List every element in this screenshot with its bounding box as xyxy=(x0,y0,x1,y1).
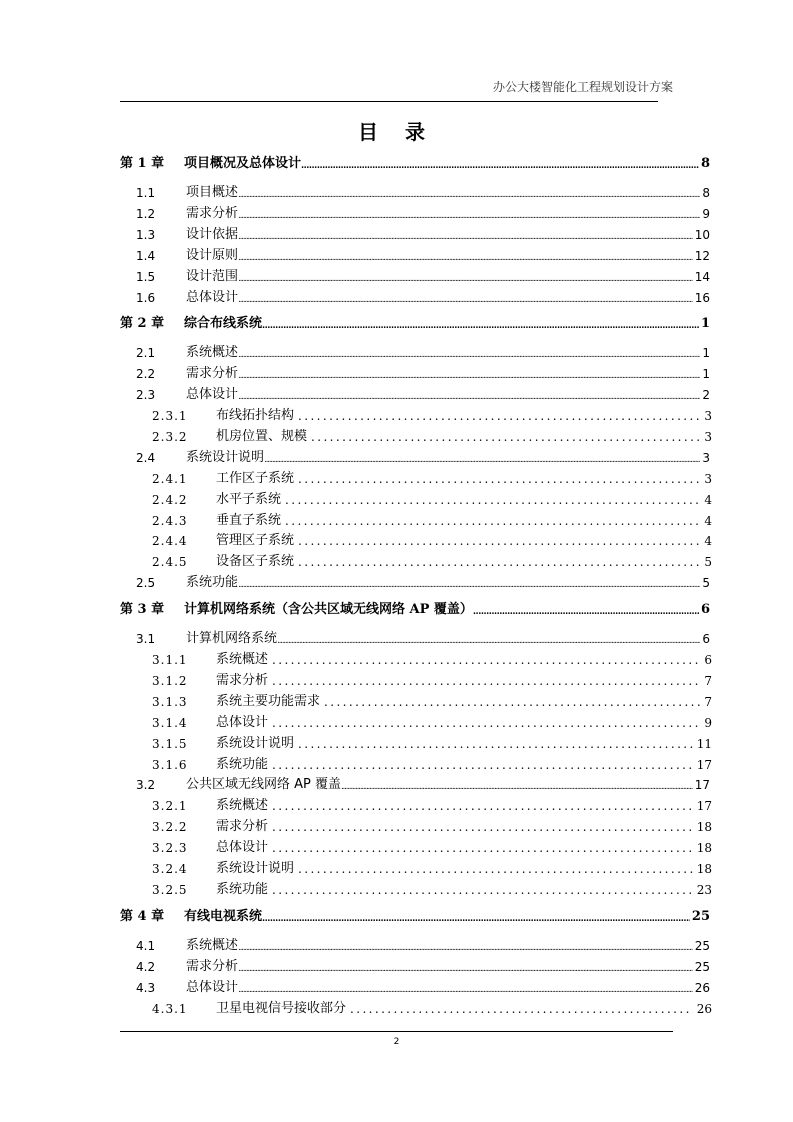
toc-entry-text: 系统概述 xyxy=(216,798,269,813)
toc-entry-page: 3 xyxy=(704,430,712,444)
toc-dot-leader xyxy=(341,782,693,792)
toc-chapter-entry[interactable] xyxy=(0,151,793,171)
toc-dot-leader xyxy=(473,607,699,617)
toc-entry-page: 11 xyxy=(696,737,712,751)
toc-dot-leader xyxy=(268,758,693,772)
toc-entry-text: 管理区子系统 xyxy=(216,533,295,548)
toc-dot-leader xyxy=(294,555,700,569)
toc-entry-number: 2.4.1 xyxy=(152,472,188,486)
toc-entry-text: 水平子系统 xyxy=(216,492,282,507)
toc-entry-page: 26 xyxy=(696,1002,712,1016)
toc-entry-text: 设备区子系统 xyxy=(216,554,295,569)
toc-section-entry[interactable] xyxy=(0,975,793,995)
toc-subsection-entry[interactable] xyxy=(0,487,793,507)
toc-entry-text: 需求分析 xyxy=(186,206,239,221)
toc-entry-text: 系统功能 xyxy=(216,882,269,897)
toc-entry-page: 3 xyxy=(704,472,712,486)
toc-entry-number: 3.2.1 xyxy=(152,799,188,813)
toc-entry-text: 总体设计 xyxy=(186,387,239,402)
header-divider xyxy=(120,101,658,102)
toc-entry-page: 25 xyxy=(691,909,710,924)
toc-entry-number: 2.4.3 xyxy=(152,514,188,528)
toc-entry-number: 2.4 xyxy=(136,451,156,465)
toc-entry-number: 3.2.4 xyxy=(152,862,188,876)
toc-entry-text: 系统设计说明 xyxy=(186,450,265,465)
toc-subsection-entry[interactable] xyxy=(0,856,793,876)
toc-entry-page: 17 xyxy=(696,758,712,772)
toc-dot-leader xyxy=(238,190,700,200)
toc-entry-text: 总体设计 xyxy=(186,290,239,305)
toc-entry-text: 卫星电视信号接收部分 xyxy=(216,1001,347,1016)
toc-entry-number: 1.5 xyxy=(136,270,156,284)
toc-entry-text: 设计原则 xyxy=(186,248,239,263)
toc-entry-page: 12 xyxy=(694,249,710,263)
toc-entry-number: 2.4.5 xyxy=(152,555,188,569)
toc-entry-page: 4 xyxy=(704,514,712,528)
toc-subsection-entry[interactable] xyxy=(0,710,793,730)
toc-section-entry[interactable] xyxy=(0,570,793,590)
toc-subsection-entry[interactable] xyxy=(0,549,793,569)
toc-entry-number: 3.1.6 xyxy=(152,758,188,772)
toc-entry-page: 9 xyxy=(704,716,712,730)
toc-entry-text: 系统设计说明 xyxy=(216,736,295,751)
toc-entry-text: 需求分析 xyxy=(186,366,239,381)
footer-divider xyxy=(120,1031,673,1032)
toc-subsection-entry[interactable] xyxy=(0,403,793,423)
toc-dot-leader xyxy=(238,371,700,381)
toc-entry-page: 18 xyxy=(696,820,712,834)
toc-subsection-entry[interactable] xyxy=(0,731,793,751)
toc-dot-leader xyxy=(277,636,700,646)
toc-section-entry[interactable] xyxy=(0,285,793,305)
toc-dot-leader xyxy=(238,253,693,263)
toc-entry-text: 系统设计说明 xyxy=(216,861,295,876)
toc-entry-page: 6 xyxy=(704,653,712,667)
toc-dot-leader xyxy=(262,321,699,331)
toc-entry-page: 7 xyxy=(704,674,712,688)
toc-entry-text: 有线电视系统 xyxy=(184,909,263,924)
toc-entry-page: 3 xyxy=(702,451,710,465)
toc-entry-page: 2 xyxy=(702,388,710,402)
toc-dot-leader xyxy=(238,580,700,590)
toc-subsection-entry[interactable] xyxy=(0,752,793,772)
toc-section-entry[interactable] xyxy=(0,180,793,200)
toc-entry-page: 9 xyxy=(702,207,710,221)
toc-entry-text: 设计依据 xyxy=(186,227,239,242)
toc-entry-page: 5 xyxy=(702,576,710,590)
toc-entry-page: 4 xyxy=(704,534,712,548)
toc-entry-text: 公共区域无线网络 AP 覆盖 xyxy=(186,777,341,792)
toc-section-entry[interactable] xyxy=(0,933,793,953)
toc-dot-leader xyxy=(294,534,700,548)
toc-entry-page: 1 xyxy=(702,346,710,360)
toc-entry-text: 设计范围 xyxy=(186,269,239,284)
toc-subsection-entry[interactable] xyxy=(0,647,793,667)
toc-entry-text: 需求分析 xyxy=(186,959,239,974)
toc-dot-leader xyxy=(268,653,700,667)
toc-entry-text: 系统主要功能需求 xyxy=(216,694,321,709)
toc-subsection-entry[interactable] xyxy=(0,424,793,444)
toc-entry-number: 4.2 xyxy=(136,960,156,974)
toc-entry-text: 需求分析 xyxy=(216,673,269,688)
toc-chapter-entry[interactable] xyxy=(0,597,793,617)
toc-entry-text: 综合布线系统 xyxy=(184,316,263,331)
toc-dot-leader xyxy=(238,295,693,305)
toc-entry-page: 4 xyxy=(704,493,712,507)
toc-entry-page: 23 xyxy=(696,883,712,897)
toc-subsection-entry[interactable] xyxy=(0,835,793,855)
toc-section-entry[interactable] xyxy=(0,445,793,465)
toc-entry-page: 18 xyxy=(696,841,712,855)
toc-entry-text: 总体设计 xyxy=(216,715,269,730)
toc-entry-text: 机房位置、规模 xyxy=(216,429,308,444)
toc-entry-number: 4.1 xyxy=(136,939,156,953)
toc-subsection-entry[interactable] xyxy=(0,689,793,709)
toc-entry-text: 系统功能 xyxy=(216,757,269,772)
toc-entry-number: 4.3 xyxy=(136,981,156,995)
toc-entry-number: 2.3.2 xyxy=(152,430,188,444)
toc-entry-number: 3.1.4 xyxy=(152,716,188,730)
toc-dot-leader xyxy=(268,799,693,813)
toc-entry-page: 16 xyxy=(694,291,710,305)
toc-entry-page: 3 xyxy=(704,409,712,423)
toc-entry-text: 需求分析 xyxy=(216,819,269,834)
toc-entry-text: 系统概述 xyxy=(186,938,239,953)
toc-entry-page: 17 xyxy=(696,799,712,813)
toc-dot-leader xyxy=(238,964,693,974)
toc-entry-page: 25 xyxy=(694,960,710,974)
toc-entry-page: 5 xyxy=(704,555,712,569)
toc-entry-number: 2.5 xyxy=(136,576,156,590)
toc-chapter-entry[interactable] xyxy=(0,904,793,924)
toc-entry-number: 3.2.5 xyxy=(152,883,188,897)
toc-dot-leader xyxy=(281,493,700,507)
toc-entry-number: 第 3 章 xyxy=(120,602,165,617)
toc-section-entry[interactable] xyxy=(0,340,793,360)
toc-entry-page: 26 xyxy=(694,981,710,995)
toc-entry-text: 布线拓扑结构 xyxy=(216,408,295,423)
toc-dot-leader xyxy=(238,943,693,953)
toc-entry-page: 18 xyxy=(696,862,712,876)
toc-section-entry[interactable] xyxy=(0,222,793,242)
toc-subsection-entry[interactable] xyxy=(0,466,793,486)
toc-entry-text: 项目概况及总体设计 xyxy=(184,156,302,171)
toc-entry-number: 2.4.4 xyxy=(152,534,188,548)
toc-entry-number: 4.3.1 xyxy=(152,1002,188,1016)
toc-entry-text: 系统功能 xyxy=(186,575,239,590)
toc-entry-number: 2.2 xyxy=(136,367,156,381)
toc-entry-number: 第 1 章 xyxy=(120,156,165,171)
toc-entry-text: 计算机网络系统 xyxy=(186,631,278,646)
toc-subsection-entry[interactable] xyxy=(0,528,793,548)
toc-section-entry[interactable] xyxy=(0,382,793,402)
toc-entry-text: 计算机网络系统（含公共区域无线网络 AP 覆盖） xyxy=(184,602,473,617)
toc-dot-leader xyxy=(320,695,700,709)
toc-dot-leader xyxy=(294,862,693,876)
toc-dot-leader xyxy=(268,674,700,688)
toc-dot-leader xyxy=(346,1002,693,1016)
toc-entry-number: 3.2.2 xyxy=(152,820,188,834)
toc-section-entry[interactable] xyxy=(0,264,793,284)
toc-dot-leader xyxy=(294,409,700,423)
toc-entry-page: 25 xyxy=(694,939,710,953)
toc-entry-number: 3.1.5 xyxy=(152,737,188,751)
toc-entry-number: 1.6 xyxy=(136,291,156,305)
toc-dot-leader xyxy=(238,350,700,360)
toc-entry-number: 第 4 章 xyxy=(120,909,165,924)
toc-subsection-entry[interactable] xyxy=(0,996,793,1016)
toc-dot-leader xyxy=(238,211,700,221)
toc-entry-number: 3.2.3 xyxy=(152,841,188,855)
toc-dot-leader xyxy=(238,232,693,242)
toc-section-entry[interactable] xyxy=(0,772,793,792)
toc-subsection-entry[interactable] xyxy=(0,814,793,834)
toc-subsection-entry[interactable] xyxy=(0,508,793,528)
toc-entry-number: 1.3 xyxy=(136,228,156,242)
toc-title: 目 录 xyxy=(358,120,435,144)
toc-entry-text: 总体设计 xyxy=(186,980,239,995)
toc-dot-leader xyxy=(294,737,693,751)
toc-entry-number: 2.1 xyxy=(136,346,156,360)
toc-entry-page: 10 xyxy=(694,228,710,242)
toc-entry-page: 17 xyxy=(694,778,710,792)
toc-entry-number: 1.2 xyxy=(136,207,156,221)
toc-dot-leader xyxy=(301,161,699,171)
toc-entry-page: 6 xyxy=(700,602,710,617)
toc-entry-number: 第 2 章 xyxy=(120,316,165,331)
toc-dot-leader xyxy=(238,274,693,284)
toc-entry-number: 3.1.1 xyxy=(152,653,188,667)
toc-dot-leader xyxy=(268,883,693,897)
toc-entry-page: 7 xyxy=(704,695,712,709)
toc-entry-number: 2.4.2 xyxy=(152,493,188,507)
toc-entry-page: 8 xyxy=(700,156,710,171)
toc-dot-leader xyxy=(281,514,700,528)
toc-entry-number: 2.3.1 xyxy=(152,409,188,423)
toc-dot-leader xyxy=(268,820,693,834)
toc-section-entry[interactable] xyxy=(0,361,793,381)
toc-dot-leader xyxy=(294,472,700,486)
toc-section-entry[interactable] xyxy=(0,626,793,646)
toc-section-entry[interactable] xyxy=(0,954,793,974)
toc-entry-number: 1.4 xyxy=(136,249,156,263)
toc-dot-leader xyxy=(307,430,700,444)
page-number: 2 xyxy=(393,1037,400,1047)
toc-entry-number: 1.1 xyxy=(136,186,156,200)
toc-entry-page: 14 xyxy=(694,270,710,284)
toc-entry-text: 系统概述 xyxy=(216,652,269,667)
toc-entry-page: 1 xyxy=(702,367,710,381)
toc-subsection-entry[interactable] xyxy=(0,793,793,813)
toc-section-entry[interactable] xyxy=(0,201,793,221)
toc-dot-leader xyxy=(262,914,690,924)
toc-entry-text: 项目概述 xyxy=(186,185,239,200)
toc-dot-leader xyxy=(268,716,700,730)
toc-dot-leader xyxy=(264,455,700,465)
toc-entry-page: 8 xyxy=(702,186,710,200)
toc-entry-number: 2.3 xyxy=(136,388,156,402)
toc-subsection-entry[interactable] xyxy=(0,877,793,897)
toc-entry-page: 6 xyxy=(702,632,710,646)
toc-entry-text: 系统概述 xyxy=(186,345,239,360)
toc-chapter-entry[interactable] xyxy=(0,311,793,331)
toc-dot-leader xyxy=(268,841,693,855)
toc-entry-text: 垂直子系统 xyxy=(216,513,282,528)
toc-subsection-entry[interactable] xyxy=(0,668,793,688)
toc-dot-leader xyxy=(238,392,700,402)
toc-entry-text: 总体设计 xyxy=(216,840,269,855)
toc-entry-number: 3.1 xyxy=(136,632,156,646)
toc-entry-number: 3.1.2 xyxy=(152,674,188,688)
toc-section-entry[interactable] xyxy=(0,243,793,263)
toc-entry-number: 3.2 xyxy=(136,778,156,792)
toc-entry-text: 工作区子系统 xyxy=(216,471,295,486)
document-header-title: 办公大楼智能化工程规划设计方案 xyxy=(492,80,673,94)
toc-entry-number: 3.1.3 xyxy=(152,695,188,709)
toc-dot-leader xyxy=(238,985,693,995)
toc-entry-page: 1 xyxy=(700,316,710,331)
